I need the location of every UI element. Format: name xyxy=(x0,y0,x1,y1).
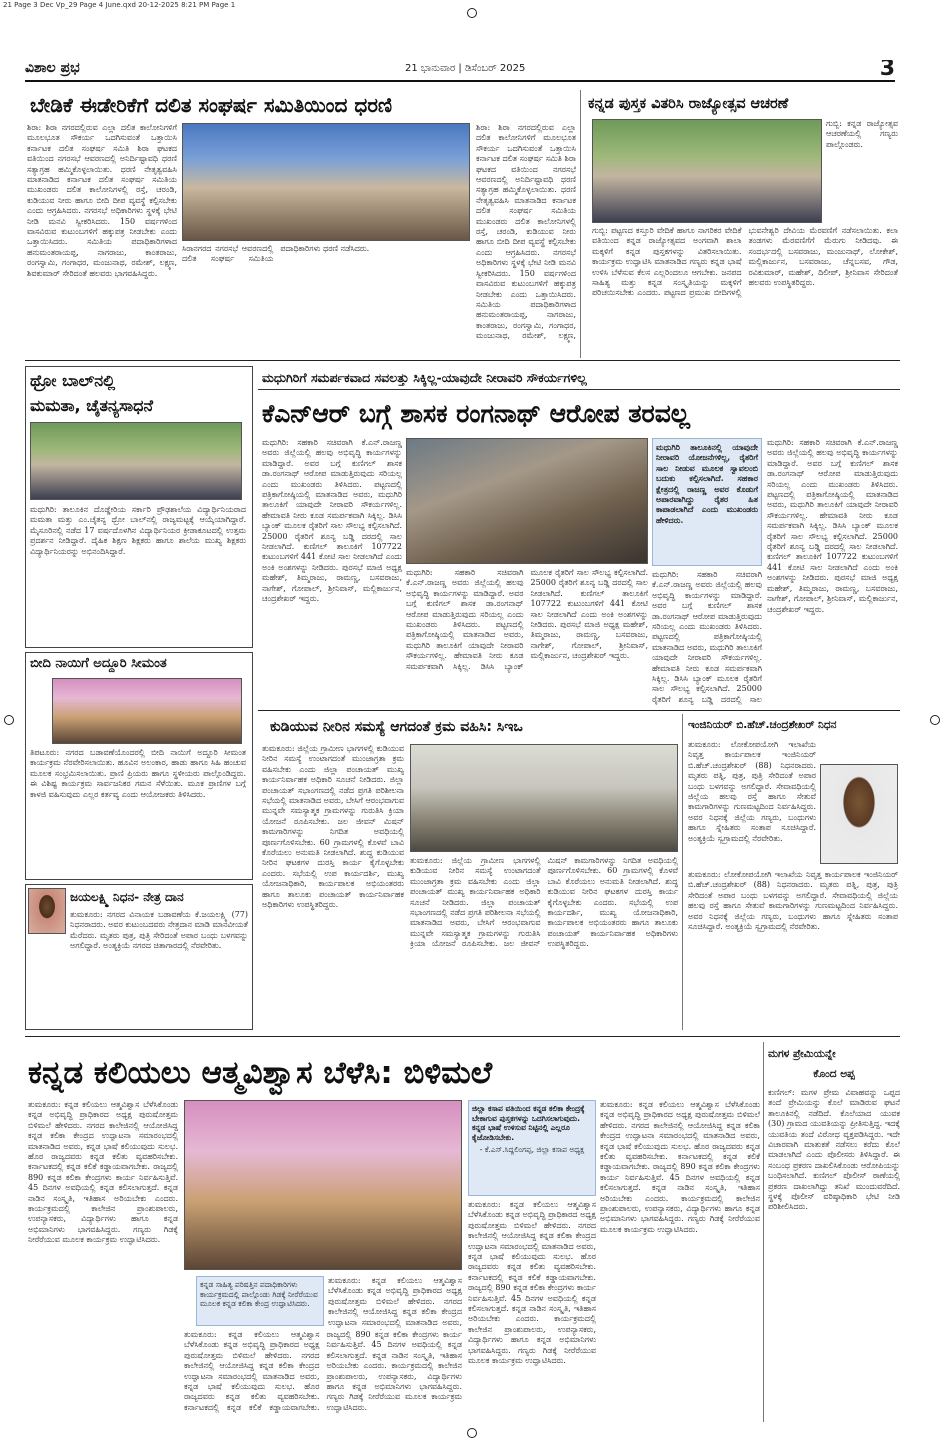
masthead xyxy=(25,60,895,82)
engineer-body: ತುಮಕೂರು: ಲೋಕೋಪಯೋಗಿ ಇಲಾಖೆಯ ನಿವೃತ್ತ ಕಾರ್ಯಪಾಲಕ ಇಂಜಿನಿಯರ್ ಬಿ.ಹೆಚ್.ಚಂದ್ರಶೇಖರ್ (88) ನಿಧನರಾದರು. ಮೃತರು ಪತ್ನಿ, ಪುತ್ರ, ಪುತ್ರಿ ಸೇರಿದಂತೆ ಅಪಾರ ಬಂಧು ಬಳಗವನ್ನು ಅಗಲಿದ್ದಾರೆ. ಸೇವಾವಧಿಯಲ್ಲಿ ಜಿಲ್ಲೆಯ ಹಲವು ರಸ್ತೆ ಹಾಗೂ ಸೇತುವೆ ಕಾಮಗಾರಿಗಳನ್ನು ಗುಣಮಟ್ಟದಿಂದ ನಿರ್ವಹಿಸಿದ್ದರು. ಅವರ ನಿಧನಕ್ಕೆ ಜಿಲ್ಲೆಯ ಗಣ್ಯರು, ಬಂಧುಗಳು ಹಾಗೂ ಸ್ನೇಹಿತರು ಸಂತಾಪ ಸೂಚಿಸಿದ್ದಾರೆ. ಅಂತ್ಯಕ್ರಿಯೆ ಸ್ವಗ್ರಾಮದಲ್ಲಿ ನೆರವೇರಿತು. xyxy=(688,870,898,932)
kannada-book-side: ಗುಬ್ಬಿ: ಕನ್ನಡ ರಾಜ್ಯೋತ್ಸವ ಆಚರಣೆಯಲ್ಲಿ ಗಣ್ಯರು ಪಾಲ್ಗೊಂಡರು. xyxy=(826,119,898,149)
engineer-photo xyxy=(820,764,898,864)
throwball-headline-1: ಥ್ರೋ ಬಾಲ್‌ನಲ್ಲಿ xyxy=(30,371,116,390)
magala-headline-1: ಮಗಳ ಪ್ರೇಮಿಯನ್ನೇ xyxy=(768,1048,836,1060)
kannada-learn-headline: ಕನ್ನಡ ಕಲಿಯಲು ಆತ್ಮವಿಶ್ವಾಸ ಬೆಳೆಸಿ: ಬಿಳಿಮಲೆ xyxy=(28,1055,493,1091)
registration-mark-bottom xyxy=(467,1428,477,1438)
kannada-book-body: ಗುಬ್ಬಿ: ಪಟ್ಟಣದ ಕಸ್ತೂರಿ ವೇದಿಕೆ ಹಾಗೂ ನಾಗರಿಕರ ವೇದಿಕೆ ವತಿಯಿಂದ ಕನ್ನಡ ರಾಜ್ಯೋತ್ಸವದ ಅಂಗವಾಗಿ ಶಾಲಾ ಮಕ್ಕಳಿಗೆ ಕನ್ನಡ ಪುಸ್ತಕಗಳನ್ನು ವಿತರಿಸಲಾಯಿತು. ಕಾರ್ಯಕ್ರಮ ಉದ್ಘಾಟಿಸಿ ಮಾತನಾಡಿದ ಗಣ್ಯರು ಕನ್ನಡ ಭಾಷೆ ಉಳಿಸಿ ಬೆಳೆಸುವ ಕೆಲಸ ಎಲ್ಲರಿಂದಲೂ ಆಗಬೇಕು. ಜನಪದ ಸಾಹಿತ್ಯ ಮತ್ತು ಕನ್ನಡ ಸಂಸ್ಕೃತಿಯನ್ನು ಮಕ್ಕಳಿಗೆ ಪರಿಚಯಿಸಬೇಕು ಎಂದರು. ಪಟ್ಟಣದ ಪ್ರಮುಖ ಬೀದಿಗಳಲ್ಲಿ ಭುವನೇಶ್ವರಿ ದೇವಿಯ ಮೆರವಣಿಗೆ ನಡೆಸಲಾಯಿತು. ಕಲಾ ತಂಡಗಳು ಮೆರವಣಿಗೆಗೆ ಮೆರುಗು ನೀಡಿದವು. ಈ ಸಂದರ್ಭದಲ್ಲಿ ಬಸವರಾಜು, ಮಂಜುನಾಥ್, ಲೋಕೇಶ್, ಮಲ್ಲಿಕಾರ್ಜುನ, ಬಸವರಾಜು, ಚೆನ್ನಬಸವ, ಗೌಡ, ರವಿಕುಮಾರ್, ಮಹೇಶ್, ದಿಲೀಪ್, ಶ್ರೀನಿವಾಸ ಸೇರಿದಂತೆ ಹಲವರು ಉಪಸ್ಥಿತರಿದ್ದರು. xyxy=(592,226,898,298)
jayalakshmi-body: ತುಮಕೂರು: ನಗರದ ವಿನಾಯಕ ಬಡಾವಣೆಯ ಕೆ.ಜಯಲಕ್ಷ್ಮಿ (77) ನಿಧನರಾದರು. ಅವರ ಕುಟುಂಬದವರು ನೇತ್ರದಾನ ಮಾಡಿ ಮಾನವೀಯತೆ ಮೆರೆದರು. ಮೃತರು ಪುತ್ರ, ಪುತ್ರಿ ಸೇರಿದಂತೆ ಅಪಾರ ಬಂಧು ಬಳಗವನ್ನು ಅಗಲಿದ್ದಾರೆ. ಅಂತ್ಯಕ್ರಿಯೆ ನಗರದ ಚಿತಾಗಾರದಲ್ಲಿ ನೆರವೇರಿತು. xyxy=(70,910,248,951)
water-photo xyxy=(410,744,678,852)
dalit-photo xyxy=(182,123,470,241)
knr-body-col1: ಮಧುಗಿರಿ: ಸಹಕಾರಿ ಸಚಿವರಾಗಿ ಕೆ.ಎನ್.ರಾಜಣ್ಣ ಅವರು ಜಿಲ್ಲೆಯಲ್ಲಿ ಹಲವು ಅಭಿವೃದ್ಧಿ ಕಾರ್ಯಗಳನ್ನು ಮಾಡಿದ್ದಾರೆ. ಅವರ ಬಗ್ಗೆ ಕುಣಿಗಲ್ ಶಾಸಕ ಡಾ.ರಂಗನಾಥ್ ಆರೋಪ ಮಾಡುತ್ತಿರುವುದು ಸರಿಯಲ್ಲ ಎಂದು ಮುಖಂಡರು ತಿಳಿಸಿದರು. ಪಟ್ಟಣದಲ್ಲಿ ಪತ್ರಿಕಾಗೋಷ್ಠಿಯಲ್ಲಿ ಮಾತನಾಡಿದ ಅವರು, ಮಧುಗಿರಿ ತಾಲೂಕಿಗೆ ಯಾವುದೇ ನೀರಾವರಿ ಸೌಕರ್ಯಗಳಿಲ್ಲ. ಹೇಮಾವತಿ ನೀರು ಕೂಡ ಸಮರ್ಪಕವಾಗಿ ಸಿಕ್ಕಿಲ್ಲ. ಡಿಸಿಸಿ ಬ್ಯಾಂಕ್ ಮೂಲಕ ರೈತರಿಗೆ ಸಾಲ ಸೌಲಭ್ಯ ಕಲ್ಪಿಸಲಾಗಿದೆ. 25000 ರೈತರಿಗೆ ಶೂನ್ಯ ಬಡ್ಡಿ ದರದಲ್ಲಿ ಸಾಲ ನೀಡಲಾಗಿದೆ. ಕುಣಿಗಲ್ ತಾಲೂಕಿಗೆ 107722 ಕುಟುಂಬಗಳಿಗೆ 441 ಕೋಟಿ ಸಾಲ ನೀಡಲಾಗಿದೆ ಎಂದು ಅಂಕಿ ಅಂಶಗಳನ್ನು ನೀಡಿದರು. ಪುರಸಭೆ ಮಾಜಿ ಅಧ್ಯಕ್ಷ ಮಹೇಶ್, ತಿಮ್ಮರಾಜು, ರಾಮಣ್ಣ, ಬಸವರಾಜು, ನಾಗೇಶ್, ಗೋಪಾಲ್, ಶ್ರೀನಿವಾಸ್, ಮಲ್ಲಿಕಾರ್ಜುನ, ಚಂದ್ರಶೇಖರ್ ಇದ್ದರು. xyxy=(262,438,402,604)
section-rule-1 xyxy=(25,360,900,361)
quote-attribution: - ಕೆ.ಎಸ್.ಸಿದ್ದಲಿಂಗಪ್ಪ, ಜಿಲ್ಲಾ ಕಸಾಪ ಅಧ್ಯಕ್ಷ xyxy=(479,1145,585,1154)
seemantha-body: ತಿಪಟೂರು: ನಗರದ ಬಡಾವಣೆಯೊಂದರಲ್ಲಿ ಬೀದಿ ನಾಯಿಗೆ ಅದ್ದೂರಿ ಸೀಮಂತ ಕಾರ್ಯಕ್ರಮ ನೆರವೇರಿಸಲಾಯಿತು. ಹೂವಿನ ಅಲಂಕಾರ, ಹಾಡು ಹಾಗೂ ಸಿಹಿ ಹಂಚುವ ಮೂಲಕ ಸಂಭ್ರಮಿಸಲಾಯಿತು. ಪ್ರಾಣಿ ಪ್ರಿಯರು ಹಾಗೂ ಸ್ಥಳೀಯರು ಪಾಲ್ಗೊಂಡಿದ್ದರು. ಈ ವಿಶಿಷ್ಟ ಕಾರ್ಯಕ್ರಮ ಸಾರ್ವಜನಿಕರ ಗಮನ ಸೆಳೆಯಿತು. ಮೂಕ ಪ್ರಾಣಿಗಳ ಬಗ್ಗೆ ಕಾಳಜಿ ವಹಿಸುವುದು ಎಲ್ಲರ ಕರ್ತವ್ಯ ಎಂದು ಆಯೋಜಕರು ತಿಳಿಸಿದರು. xyxy=(30,748,246,799)
knr-body-right-b: ಮಧುಗಿರಿ: ಸಹಕಾರಿ ಸಚಿವರಾಗಿ ಕೆ.ಎನ್.ರಾಜಣ್ಣ ಅವರು ಜಿಲ್ಲೆಯಲ್ಲಿ ಹಲವು ಅಭಿವೃದ್ಧಿ ಕಾರ್ಯಗಳನ್ನು ಮಾಡಿದ್ದಾರೆ. ಅವರ ಬಗ್ಗೆ ಕುಣಿಗಲ್ ಶಾಸಕ ಡಾ.ರಂಗನಾಥ್ ಆರೋಪ ಮಾಡುತ್ತಿರುವುದು ಸರಿಯಲ್ಲ ಎಂದು ಮುಖಂಡರು ತಿಳಿಸಿದರು. ಪಟ್ಟಣದಲ್ಲಿ ಪತ್ರಿಕಾಗೋಷ್ಠಿಯಲ್ಲಿ ಮಾತನಾಡಿದ ಅವರು, ಮಧುಗಿರಿ ತಾಲೂಕಿಗೆ ಯಾವುದೇ ನೀರಾವರಿ ಸೌಕರ್ಯಗಳಿಲ್ಲ. ಹೇಮಾವತಿ ನೀರು ಕೂಡ ಸಮರ್ಪಕವಾಗಿ ಸಿಕ್ಕಿಲ್ಲ. ಡಿಸಿಸಿ ಬ್ಯಾಂಕ್ ಮೂಲಕ ರೈತರಿಗೆ ಸಾಲ ಸೌಲಭ್ಯ ಕಲ್ಪಿಸಲಾಗಿದೆ. 25000 ರೈತರಿಗೆ ಶೂನ್ಯ ಬಡ್ಡಿ ದರದಲ್ಲಿ ಸಾಲ ನೀಡಲಾಗಿದೆ. ಕುಣಿಗಲ್ ತಾಲೂಕಿಗೆ 107722 ಕುಟುಂಬಗಳಿಗೆ 441 ಕೋಟಿ ಸಾಲ ನೀಡಲಾಗಿದೆ ಎಂದು ಅಂಕಿ ಅಂಶಗಳನ್ನು ನೀಡಿದರು. ಪುರಸಭೆ ಮಾಜಿ ಅಧ್ಯಕ್ಷ ಮಹೇಶ್, ತಿಮ್ಮರಾಜು, ರಾಮಣ್ಣ, ಬಸವರಾಜು, ನಾಗೇಶ್, ಗೋಪಾಲ್, ಶ್ರೀನಿವಾಸ್, ಮಲ್ಲಿಕಾರ್ಜುನ, ಚಂದ್ರಶೇಖರ್ ಇದ್ದರು. xyxy=(767,438,898,614)
quote-text: ಜಿಲ್ಲಾ ಕಸಾಪ ವತಿಯಿಂದ ಕನ್ನಡ ಕಲಿಕಾ ಕೇಂದ್ರಕ್ಕೆ ಬೇಕಾಗುವ ಪುಸ್ತಕಗಳನ್ನು ಒದಗಿಸಲಾಗುವುದು. ಕನ್ನಡ ಭಾಷೆ ಉಳಿಸುವ ನಿಟ್ಟಿನಲ್ಲಿ ಎಲ್ಲರೂ ಕೈಜೋಡಿಸಬೇಕು. xyxy=(472,1104,585,1142)
magala-body: ಕುಣಿಗಲ್: ಮಗಳ ಪ್ರೇಮ ವಿವಾಹವನ್ನು ಒಪ್ಪದ ತಂದೆ ಪ್ರೇಮಿಯನ್ನು ಕೊಲೆ ಮಾಡಿರುವ ಘಟನೆ ತಾಲೂಕಿನಲ್ಲಿ ನಡೆದಿದೆ. ಕೊಲೆಯಾದ ಯುವಕ (30) ಗ್ರಾಮದ ಯುವತಿಯನ್ನು ಪ್ರೀತಿಸುತ್ತಿದ್ದ. ಇದಕ್ಕೆ ಯುವತಿಯ ತಂದೆ ವಿರೋಧ ವ್ಯಕ್ತಪಡಿಸಿದ್ದರು. ಇದೇ ವಿಚಾರವಾಗಿ ಮಾತುಕತೆ ನಡೆಸಲು ಕರೆದು ಕೊಲೆ ಮಾಡಲಾಗಿದೆ ಎಂದು ಪೊಲೀಸರು ತಿಳಿಸಿದ್ದಾರೆ. ಈ ಸಂಬಂಧ ಪ್ರಕರಣ ದಾಖಲಿಸಿಕೊಂಡು ಆರೋಪಿಯನ್ನು ಬಂಧಿಸಲಾಗಿದೆ. ಕುಣಿಗಲ್ ಪೊಲೀಸ್ ಠಾಣೆಯಲ್ಲಿ ಪ್ರಕರಣ ದಾಖಲಾಗಿದ್ದು ತನಿಖೆ ಮುಂದುವರೆದಿದೆ. ಸ್ಥಳಕ್ಕೆ ಪೊಲೀಸ್ ವರಿಷ್ಠಾಧಿಕಾರಿ ಭೇಟಿ ನೀಡಿ ಪರಿಶೀಲಿಸಿದರು. xyxy=(768,1088,900,1212)
kannada-learn-col4: ತುಮಕೂರು: ಕನ್ನಡ ಕಲಿಯಲು ಆತ್ಮವಿಶ್ವಾಸ ಬೆಳೆಸಿಕೊಂಡು ಕನ್ನಡ ಅಭಿವೃದ್ಧಿ ಪ್ರಾಧಿಕಾರದ ಅಧ್ಯಕ್ಷ ಪುರುಷೋತ್ತಮ ಬಿಳಿಮಲೆ ಹೇಳಿದರು. ನಗರದ ಕಾಲೇಜಿನಲ್ಲಿ ಆಯೋಜಿಸಿದ್ದ ಕನ್ನಡ ಕಲಿಕಾ ಕೇಂದ್ರದ ಉದ್ಘಾಟನಾ ಸಮಾರಂಭದಲ್ಲಿ ಮಾತನಾಡಿದ ಅವರು, ಕನ್ನಡ ಭಾಷೆ ಕಲಿಯುವುದು ಸುಲಭ. ಹೊರ ರಾಜ್ಯದವರು ಕನ್ನಡ ಕಲಿತು ವ್ಯವಹರಿಸಬೇಕು. ಕರ್ನಾಟಕದಲ್ಲಿ ಕನ್ನಡ ಕಲಿಕೆ ಕಡ್ಡಾಯವಾಗಬೇಕು. ರಾಜ್ಯದಲ್ಲಿ 890 ಕನ್ನಡ ಕಲಿಕಾ ಕೇಂದ್ರಗಳು ಕಾರ್ಯ ನಿರ್ವಹಿಸುತ್ತಿವೆ. 45 ದಿನಗಳ ಅವಧಿಯಲ್ಲಿ ಕನ್ನಡ ಕಲಿಸಲಾಗುತ್ತದೆ. ಕನ್ನಡ ನಾಡಿನ ಸಂಸ್ಕೃತಿ, ಇತಿಹಾಸ ಅರಿಯಬೇಕು ಎಂದರು. ಕಾರ್ಯಕ್ರಮದಲ್ಲಿ ಕಾಲೇಜಿನ ಪ್ರಾಂಶುಪಾಲರು, ಉಪನ್ಯಾಸಕರು, ವಿದ್ಯಾರ್ಥಿಗಳು ಹಾಗೂ ಕನ್ನಡ ಅಭಿಮಾನಿಗಳು ಭಾಗವಹಿಸಿದ್ದರು. ಗಣ್ಯರು ಗಿಡಕ್ಕೆ ನೀರೆರೆಯುವ ಮೂಲಕ ಕಾರ್ಯಕ್ರಮ ಉದ್ಘಾಟಿಸಿದರು. xyxy=(600,1100,760,1234)
column-rule-3 xyxy=(763,1042,764,1422)
dalit-headline: ಬೇಡಿಕೆ ಈಡೇರಿಕೆಗೆ ದಲಿತ ಸಂಘರ್ಷ ಸಮಿತಿಯಿಂದ ಧರಣಿ xyxy=(30,93,393,117)
throwball-headline-2: ಮಮತಾ, ಚೈತನ್ಯಸಾಧನೆ xyxy=(30,396,154,415)
paper-name: ವಿಶಾಲ ಪ್ರಭ xyxy=(25,60,80,76)
water-body-bottom: ತುಮಕೂರು: ಜಿಲ್ಲೆಯ ಗ್ರಾಮೀಣ ಭಾಗಗಳಲ್ಲಿ ಕುಡಿಯುವ ನೀರಿನ ಸಮಸ್ಯೆ ಉಂಟಾಗದಂತೆ ಮುಂಜಾಗ್ರತಾ ಕ್ರಮ ವಹಿಸಬೇಕು ಎಂದು ಜಿಲ್ಲಾ ಪಂಚಾಯತ್ ಮುಖ್ಯ ಕಾರ್ಯನಿರ್ವಾಹಕ ಅಧಿಕಾರಿ ಸೂಚನೆ ನೀಡಿದರು. ಜಿಲ್ಲಾ ಪಂಚಾಯತ್ ಸಭಾಂಗಣದಲ್ಲಿ ನಡೆದ ಪ್ರಗತಿ ಪರಿಶೀಲನಾ ಸಭೆಯಲ್ಲಿ ಮಾತನಾಡಿದ ಅವರು, ಬೇಸಿಗೆ ಆರಂಭವಾಗುವ ಮುನ್ನವೇ ಸಮಸ್ಯಾತ್ಮಕ ಗ್ರಾಮಗಳನ್ನು ಗುರುತಿಸಿ ಕ್ರಿಯಾ ಯೋಜನೆ ರೂಪಿಸಬೇಕು. ಜಲ ಜೀವನ್ ಮಿಷನ್ ಕಾಮಗಾರಿಗಳನ್ನು ನಿಗದಿತ ಅವಧಿಯಲ್ಲಿ ಪೂರ್ಣಗೊಳಿಸಬೇಕು. 60 ಗ್ರಾಮಗಳಲ್ಲಿ ಕೊಳವೆ ಬಾವಿ ಕೊರೆಯಲು ಅನುಮತಿ ನೀಡಲಾಗಿದೆ. ಶುದ್ಧ ಕುಡಿಯುವ ನೀರಿನ ಘಟಕಗಳ ದುರಸ್ತಿ ಕಾರ್ಯ ಕೈಗೊಳ್ಳಬೇಕು ಎಂದರು. ಸಭೆಯಲ್ಲಿ ಉಪ ಕಾರ್ಯದರ್ಶಿ, ಮುಖ್ಯ ಯೋಜನಾಧಿಕಾರಿ, ಕಾರ್ಯಪಾಲಕ ಅಭಿಯಂತರರು ಹಾಗೂ ತಾಲೂಕು ಪಂಚಾಯತ್ ಕಾರ್ಯನಿರ್ವಾಹಕ ಅಧಿಕಾರಿಗಳು ಉಪಸ್ಥಿತರಿದ್ದರು. xyxy=(410,856,678,949)
dalit-body-right: ಶಿರಾ: ಶಿರಾ ನಗರದಲ್ಲಿರುವ ಎಲ್ಲಾ ದಲಿತ ಕಾಲೋನಿಗಳಿಗೆ ಮೂಲಭೂತ ಸೌಕರ್ಯ ಒದಗಿಸುವಂತೆ ಒತ್ತಾಯಿಸಿ ಕರ್ನಾಟಕ ದಲಿತ ಸಂಘರ್ಷ ಸಮಿತಿ ಶಿರಾ ಘಟಕದ ವತಿಯಿಂದ ನಗರಸಭೆ ಆವರಣದಲ್ಲಿ ಅನಿರ್ದಿಷ್ಟಾವಧಿ ಧರಣಿ ಸತ್ಯಾಗ್ರಹ ಹಮ್ಮಿಕೊಳ್ಳಲಾಯಿತು. ಧರಣಿ ನೇತೃತ್ವವಹಿಸಿ ಮಾತನಾಡಿದ ಕರ್ನಾಟಕ ದಲಿತ ಸಂಘರ್ಷ ಸಮಿತಿಯ ಮುಖಂಡರು ದಲಿತ ಕಾಲೋನಿಗಳಲ್ಲಿ ರಸ್ತೆ, ಚರಂಡಿ, ಕುಡಿಯುವ ನೀರು ಹಾಗೂ ಬೀದಿ ದೀಪ ವ್ಯವಸ್ಥೆ ಕಲ್ಪಿಸಬೇಕು ಎಂದು ಆಗ್ರಹಿಸಿದರು. ನಗರಸಭೆ ಅಧಿಕಾರಿಗಳು ಸ್ಥಳಕ್ಕೆ ಭೇಟಿ ನೀಡಿ ಮನವಿ ಸ್ವೀಕರಿಸಿದರು. 150 ವರ್ಷಗಳಿಂದ ವಾಸವಿರುವ ಕುಟುಂಬಗಳಿಗೆ ಹಕ್ಕುಪತ್ರ ನೀಡಬೇಕು ಎಂದು ಒತ್ತಾಯಿಸಿದರು. ಸಮಿತಿಯ ಪದಾಧಿಕಾರಿಗಳಾದ ಹನುಮಂತರಾಯಪ್ಪ, ನಾಗರಾಜು, ಕಾಂತರಾಜು, ರಂಗಸ್ವಾಮಿ, ಗಂಗಾಧರ, ಮಂಜುನಾಥ, ರಮೇಶ್, ಲಕ್ಷ್ಮಣ, xyxy=(476,123,576,341)
kannada-learn-col1: ತುಮಕೂರು: ಕನ್ನಡ ಕಲಿಯಲು ಆತ್ಮವಿಶ್ವಾಸ ಬೆಳೆಸಿಕೊಂಡು ಕನ್ನಡ ಅಭಿವೃದ್ಧಿ ಪ್ರಾಧಿಕಾರದ ಅಧ್ಯಕ್ಷ ಪುರುಷೋತ್ತಮ ಬಿಳಿಮಲೆ ಹೇಳಿದರು. ನಗರದ ಕಾಲೇಜಿನಲ್ಲಿ ಆಯೋಜಿಸಿದ್ದ ಕನ್ನಡ ಕಲಿಕಾ ಕೇಂದ್ರದ ಉದ್ಘಾಟನಾ ಸಮಾರಂಭದಲ್ಲಿ ಮಾತನಾಡಿದ ಅವರು, ಕನ್ನಡ ಭಾಷೆ ಕಲಿಯುವುದು ಸುಲಭ. ಹೊರ ರಾಜ್ಯದವರು ಕನ್ನಡ ಕಲಿತು ವ್ಯವಹರಿಸಬೇಕು. ಕರ್ನಾಟಕದಲ್ಲಿ ಕನ್ನಡ ಕಲಿಕೆ ಕಡ್ಡಾಯವಾಗಬೇಕು. ರಾಜ್ಯದಲ್ಲಿ 890 ಕನ್ನಡ ಕಲಿಕಾ ಕೇಂದ್ರಗಳು ಕಾರ್ಯ ನಿರ್ವಹಿಸುತ್ತಿವೆ. 45 ದಿನಗಳ ಅವಧಿಯಲ್ಲಿ ಕನ್ನಡ ಕಲಿಸಲಾಗುತ್ತದೆ. ಕನ್ನಡ ನಾಡಿನ ಸಂಸ್ಕೃತಿ, ಇತಿಹಾಸ ಅರಿಯಬೇಕು ಎಂದರು. ಕಾರ್ಯಕ್ರಮದಲ್ಲಿ ಕಾಲೇಜಿನ ಪ್ರಾಂಶುಪಾಲರು, ಉಪನ್ಯಾಸಕರು, ವಿದ್ಯಾರ್ಥಿಗಳು ಹಾಗೂ ಕನ್ನಡ ಅಭಿಮಾನಿಗಳು ಭಾಗವಹಿಸಿದ್ದರು. ಗಣ್ಯರು ಗಿಡಕ್ಕೆ ನೀರೆರೆಯುವ ಮೂಲಕ ಕಾರ್ಯಕ್ರಮ ಉದ್ಘಾಟಿಸಿದರು. xyxy=(28,1100,178,1245)
section-rule-2 xyxy=(258,710,900,711)
knr-headline: ಕೆಎನ್‌ಆರ್ ಬಗ್ಗೆ ಶಾಸಕ ರಂಗನಾಥ್ ಆರೋಪ ತರವಲ್ಲ xyxy=(262,399,690,428)
water-body-col1: ತುಮಕೂರು: ಜಿಲ್ಲೆಯ ಗ್ರಾಮೀಣ ಭಾಗಗಳಲ್ಲಿ ಕುಡಿಯುವ ನೀರಿನ ಸಮಸ್ಯೆ ಉಂಟಾಗದಂತೆ ಮುಂಜಾಗ್ರತಾ ಕ್ರಮ ವಹಿಸಬೇಕು ಎಂದು ಜಿಲ್ಲಾ ಪಂಚಾಯತ್ ಮುಖ್ಯ ಕಾರ್ಯನಿರ್ವಾಹಕ ಅಧಿಕಾರಿ ಸೂಚನೆ ನೀಡಿದರು. ಜಿಲ್ಲಾ ಪಂಚಾಯತ್ ಸಭಾಂಗಣದಲ್ಲಿ ನಡೆದ ಪ್ರಗತಿ ಪರಿಶೀಲನಾ ಸಭೆಯಲ್ಲಿ ಮಾತನಾಡಿದ ಅವರು, ಬೇಸಿಗೆ ಆರಂಭವಾಗುವ ಮುನ್ನವೇ ಸಮಸ್ಯಾತ್ಮಕ ಗ್ರಾಮಗಳನ್ನು ಗುರುತಿಸಿ ಕ್ರಿಯಾ ಯೋಜನೆ ರೂಪಿಸಬೇಕು. ಜಲ ಜೀವನ್ ಮಿಷನ್ ಕಾಮಗಾರಿಗಳನ್ನು ನಿಗದಿತ ಅವಧಿಯಲ್ಲಿ ಪೂರ್ಣಗೊಳಿಸಬೇಕು. 60 ಗ್ರಾಮಗಳಲ್ಲಿ ಕೊಳವೆ ಬಾವಿ ಕೊರೆಯಲು ಅನುಮತಿ ನೀಡಲಾಗಿದೆ. ಶುದ್ಧ ಕುಡಿಯುವ ನೀರಿನ ಘಟಕಗಳ ದುರಸ್ತಿ ಕಾರ್ಯ ಕೈಗೊಳ್ಳಬೇಕು ಎಂದರು. ಸಭೆಯಲ್ಲಿ ಉಪ ಕಾರ್ಯದರ್ಶಿ, ಮುಖ್ಯ ಯೋಜನಾಧಿಕಾರಿ, ಕಾರ್ಯಪಾಲಕ ಅಭಿಯಂತರರು ಹಾಗೂ ತಾಲೂಕು ಪಂಚಾಯತ್ ಕಾರ್ಯನಿರ್ವಾಹಕ ಅಧಿಕಾರಿಗಳು ಉಪಸ್ಥಿತರಿದ್ದರು. xyxy=(262,744,404,910)
kannada-book-photo xyxy=(592,119,822,223)
knr-photo xyxy=(406,438,648,564)
water-headline: ಕುಡಿಯುವ ನೀರಿನ ಸಮಸ್ಯೆ ಆಗದಂತೆ ಕ್ರಮ ವಹಿಸಿ: ಸಿಇಒ xyxy=(270,719,523,735)
jayalakshmi-photo xyxy=(28,888,66,934)
column-rule-2 xyxy=(682,714,683,1030)
page-number: 3 xyxy=(879,60,895,81)
print-slug: 21 Page 3 Dec Vp_29 Page 4 June.qxd 20-12-2025 8:21 PM Page 1 xyxy=(3,1,236,9)
column-rule xyxy=(580,90,581,358)
knr-body-right-a: ಮಧುಗಿರಿ: ಸಹಕಾರಿ ಸಚಿವರಾಗಿ ಕೆ.ಎನ್.ರಾಜಣ್ಣ ಅವರು ಜಿಲ್ಲೆಯಲ್ಲಿ ಹಲವು ಅಭಿವೃದ್ಧಿ ಕಾರ್ಯಗಳನ್ನು ಮಾಡಿದ್ದಾರೆ. ಅವರ ಬಗ್ಗೆ ಕುಣಿಗಲ್ ಶಾಸಕ ಡಾ.ರಂಗನಾಥ್ ಆರೋಪ ಮಾಡುತ್ತಿರುವುದು ಸರಿಯಲ್ಲ ಎಂದು ಮುಖಂಡರು ತಿಳಿಸಿದರು. ಪಟ್ಟಣದಲ್ಲಿ ಪತ್ರಿಕಾಗೋಷ್ಠಿಯಲ್ಲಿ ಮಾತನಾಡಿದ ಅವರು, ಮಧುಗಿರಿ ತಾಲೂಕಿಗೆ ಯಾವುದೇ ನೀರಾವರಿ ಸೌಕರ್ಯಗಳಿಲ್ಲ. ಹೇಮಾವತಿ ನೀರು ಕೂಡ ಸಮರ್ಪಕವಾಗಿ ಸಿಕ್ಕಿಲ್ಲ. ಡಿಸಿಸಿ ಬ್ಯಾಂಕ್ ಮೂಲಕ ರೈತರಿಗೆ ಸಾಲ ಸೌಲಭ್ಯ ಕಲ್ಪಿಸಲಾಗಿದೆ. 25000 ರೈತರಿಗೆ ಶೂನ್ಯ ಬಡ್ಡಿ ದರದಲ್ಲಿ ಸಾಲ xyxy=(652,570,762,704)
date-line: 21 ಭಾನುವಾರ | ಡಿಸೆಂಬರ್ 2025 xyxy=(405,63,526,74)
kannada-learn-body-mid2: ತುಮಕೂರು: ಕನ್ನಡ ಕಲಿಯಲು ಆತ್ಮವಿಶ್ವಾಸ ಬೆಳೆಸಿಕೊಂಡು ಕನ್ನಡ ಅಭಿವೃದ್ಧಿ ಪ್ರಾಧಿಕಾರದ ಅಧ್ಯಕ್ಷ ಪುರುಷೋತ್ತಮ ಬಿಳಿಮಲೆ ಹೇಳಿದರು. ನಗರದ ಕಾಲೇಜಿನಲ್ಲಿ ಆಯೋಜಿಸಿದ್ದ ಕನ್ನಡ ಕಲಿಕಾ ಕೇಂದ್ರದ ಉದ್ಘಾಟನಾ ಸಮಾರಂಭದಲ್ಲಿ ಮಾತನಾಡಿದ ಅವರು, xyxy=(328,1276,462,1327)
knr-pullquote: ಮಧುಗಿರಿ ತಾಲೂಕಿನಲ್ಲಿ ಯಾವುದೇ ನೀರಾವರಿ ಯೋಜನೆಗಳಿಲ್ಲ, ರೈತರಿಗೆ ಸಾಲ ನೀಡುವ ಮೂಲಕ ಸ್ವಾವಲಂಬಿ ಬದುಕು ಕಲ್ಪಿಸಲಾಗಿದೆ. ಸಹಕಾರ ಕ್ಷೇತ್ರದಲ್ಲಿ ರಾಜಣ್ಣ ಅವರ ಕೊಡುಗೆ ಅಪಾರವಾಗಿದ್ದು ರೈತರ ಹಿತ ಕಾಪಾಡಲಾಗಿದೆ ಎಂದು ಮುಖಂಡರು ಹೇಳಿದರು. xyxy=(652,438,762,566)
engineer-headline: ಇಂಜಿನಿಯರ್ ಬಿ.ಹೆಚ್.ಚಂದ್ರಶೇಖರ್ ನಿಧನ xyxy=(688,719,837,731)
engineer-body-side: ತುಮಕೂರು: ಲೋಕೋಪಯೋಗಿ ಇಲಾಖೆಯ ನಿವೃತ್ತ ಕಾರ್ಯಪಾಲಕ ಇಂಜಿನಿಯರ್ ಬಿ.ಹೆಚ್.ಚಂದ್ರಶೇಖರ್ (88) ನಿಧನರಾದರು. ಮೃತರು ಪತ್ನಿ, ಪುತ್ರ, ಪುತ್ರಿ ಸೇರಿದಂತೆ ಅಪಾರ ಬಂಧು ಬಳಗವನ್ನು ಅಗಲಿದ್ದಾರೆ. ಸೇವಾವಧಿಯಲ್ಲಿ ಜಿಲ್ಲೆಯ ಹಲವು ರಸ್ತೆ ಹಾಗೂ ಸೇತುವೆ ಕಾಮಗಾರಿಗಳನ್ನು ಗುಣಮಟ್ಟದಿಂದ ನಿರ್ವಹಿಸಿದ್ದರು. ಅವರ ನಿಧನಕ್ಕೆ ಜಿಲ್ಲೆಯ ಗಣ್ಯರು, ಬಂಧುಗಳು ಹಾಗೂ ಸ್ನೇಹಿತರು ಸಂತಾಪ ಸೂಚಿಸಿದ್ದಾರೆ. ಅಂತ್ಯಕ್ರಿಯೆ ಸ್ವಗ್ರಾಮದಲ್ಲಿ ನೆರವೇರಿತು. xyxy=(688,740,816,843)
section-rule-3 xyxy=(25,1036,900,1037)
kannada-learn-photo xyxy=(184,1100,462,1270)
magala-headline-2: ಕೊಂದ ಅಪ್ಪ xyxy=(813,1068,855,1080)
kannada-book-headline: ಕನ್ನಡ ಪುಸ್ತಕ ವಿತರಿಸಿ ರಾಜ್ಯೋತ್ಸವ ಆಚರಣೆ xyxy=(588,96,789,112)
throwball-body: ಮಧುಗಿರಿ: ತಾಲೂಕಿನ ದೊಡ್ಡೇರಿಯ ಸರ್ಕಾರಿ ಪ್ರೌಢಶಾಲೆಯ ವಿದ್ಯಾರ್ಥಿನಿಯರಾದ ಮಮತಾ ಮತ್ತು ಎಂ.ಚೈತನ್ಯ ಥ್ರೋ ಬಾಲ್‌ನಲ್ಲಿ ರಾಜ್ಯಮಟ್ಟಕ್ಕೆ ಆಯ್ಕೆಯಾಗಿದ್ದಾರೆ. ಮೈಸೂರಿನಲ್ಲಿ ನಡೆದ 17 ವರ್ಷದೊಳಗಿನ ವಿದ್ಯಾರ್ಥಿನಿಯರ ಕ್ರೀಡಾಕೂಟದಲ್ಲಿ ಉತ್ತಮ ಪ್ರದರ್ಶನ ನೀಡಿದ್ದಾರೆ. ದೈಹಿಕ ಶಿಕ್ಷಣ ಶಿಕ್ಷಕರು ಹಾಗೂ ಶಾಲೆಯ ಮುಖ್ಯ ಶಿಕ್ಷಕರು ವಿದ್ಯಾರ್ಥಿನಿಯರನ್ನು ಅಭಿನಂದಿಸಿದ್ದಾರೆ. xyxy=(30,505,246,556)
registration-mark-top xyxy=(467,8,477,18)
kannada-learn-body-mid: ತುಮಕೂರು: ಕನ್ನಡ ಕಲಿಯಲು ಆತ್ಮವಿಶ್ವಾಸ ಬೆಳೆಸಿಕೊಂಡು ಕನ್ನಡ ಅಭಿವೃದ್ಧಿ ಪ್ರಾಧಿಕಾರದ ಅಧ್ಯಕ್ಷ ಪುರುಷೋತ್ತಮ ಬಿಳಿಮಲೆ ಹೇಳಿದರು. ನಗರದ ಕಾಲೇಜಿನಲ್ಲಿ ಆಯೋಜಿಸಿದ್ದ ಕನ್ನಡ ಕಲಿಕಾ ಕೇಂದ್ರದ ಉದ್ಘಾಟನಾ ಸಮಾರಂಭದಲ್ಲಿ ಮಾತನಾಡಿದ ಅವರು, ಕನ್ನಡ ಭಾಷೆ ಕಲಿಯುವುದು ಸುಲಭ. ಹೊರ ರಾಜ್ಯದವರು ಕನ್ನಡ ಕಲಿತು ವ್ಯವಹರಿಸಬೇಕು. ಕರ್ನಾಟಕದಲ್ಲಿ ಕನ್ನಡ ಕಲಿಕೆ ಕಡ್ಡಾಯವಾಗಬೇಕು. ರಾಜ್ಯದಲ್ಲಿ 890 ಕನ್ನಡ ಕಲಿಕಾ ಕೇಂದ್ರಗಳು ಕಾರ್ಯ ನಿರ್ವಹಿಸುತ್ತಿವೆ. 45 ದಿನಗಳ ಅವಧಿಯಲ್ಲಿ ಕನ್ನಡ ಕಲಿಸಲಾಗುತ್ತದೆ. ಕನ್ನಡ ನಾಡಿನ ಸಂಸ್ಕೃತಿ, ಇತಿಹಾಸ ಅರಿಯಬೇಕು ಎಂದರು. ಕಾರ್ಯಕ್ರಮದಲ್ಲಿ ಕಾಲೇಜಿನ ಪ್ರಾಂಶುಪಾಲರು, ಉಪನ್ಯಾಸಕರು, ವಿದ್ಯಾರ್ಥಿಗಳು ಹಾಗೂ ಕನ್ನಡ ಅಭಿಮಾನಿಗಳು ಭಾಗವಹಿಸಿದ್ದರು. ಗಣ್ಯರು ಗಿಡಕ್ಕೆ ನೀರೆರೆಯುವ ಮೂಲಕ ಕಾರ್ಯಕ್ರಮ ಉದ್ಘಾಟಿಸಿದರು. xyxy=(184,1330,462,1412)
knr-kicker: ಮಧುಗಿರಿಗೆ ಸಮರ್ಪಕವಾದ ಸವಲತ್ತು ಸಿಕ್ಕಿಲ್ಲ-ಯಾವುದೇ ನೀರಾವರಿ ಸೌಕರ್ಯಗಳಿಲ್ಲ xyxy=(262,370,587,385)
dalit-body-col1: ಶಿರಾ: ಶಿರಾ ನಗರದಲ್ಲಿರುವ ಎಲ್ಲಾ ದಲಿತ ಕಾಲೋನಿಗಳಿಗೆ ಮೂಲಭೂತ ಸೌಕರ್ಯ ಒದಗಿಸುವಂತೆ ಒತ್ತಾಯಿಸಿ ಕರ್ನಾಟಕ ದಲಿತ ಸಂಘರ್ಷ ಸಮಿತಿ ಶಿರಾ ಘಟಕದ ವತಿಯಿಂದ ನಗರಸಭೆ ಆವರಣದಲ್ಲಿ ಅನಿರ್ದಿಷ್ಟಾವಧಿ ಧರಣಿ ಸತ್ಯಾಗ್ರಹ ಹಮ್ಮಿಕೊಳ್ಳಲಾಯಿತು. ಧರಣಿ ನೇತೃತ್ವವಹಿಸಿ ಮಾತನಾಡಿದ ಕರ್ನಾಟಕ ದಲಿತ ಸಂಘರ್ಷ ಸಮಿತಿಯ ಮುಖಂಡರು ದಲಿತ ಕಾಲೋನಿಗಳಲ್ಲಿ ರಸ್ತೆ, ಚರಂಡಿ, ಕುಡಿಯುವ ನೀರು ಹಾಗೂ ಬೀದಿ ದೀಪ ವ್ಯವಸ್ಥೆ ಕಲ್ಪಿಸಬೇಕು ಎಂದು ಆಗ್ರಹಿಸಿದರು. ನಗರಸಭೆ ಅಧಿಕಾರಿಗಳು ಸ್ಥಳಕ್ಕೆ ಭೇಟಿ ನೀಡಿ ಮನವಿ ಸ್ವೀಕರಿಸಿದರು. 150 ವರ್ಷಗಳಿಂದ ವಾಸವಿರುವ ಕುಟುಂಬಗಳಿಗೆ ಹಕ್ಕುಪತ್ರ ನೀಡಬೇಕು ಎಂದು ಒತ್ತಾಯಿಸಿದರು. ಸಮಿತಿಯ ಪದಾಧಿಕಾರಿಗಳಾದ ಹನುಮಂತರಾಯಪ್ಪ, ನಾಗರಾಜು, ಕಾಂತರಾಜು, ರಂಗಸ್ವಾಮಿ, ಗಂಗಾಧರ, ಮಂಜುನಾಥ, ರಮೇಶ್, ಲಕ್ಷ್ಮಣ, ಶಿವಕುಮಾರ್ ಸೇರಿದಂತೆ ಹಲವರು ಭಾಗವಹಿಸಿದ್ದರು. xyxy=(27,123,177,278)
seemantha-headline: ಬೀದಿ ನಾಯಿಗೆ ಅದ್ದೂರಿ ಸೀಮಂತ xyxy=(30,656,167,671)
dalit-caption: ಸಿರಾನಗರದ ನಗರಸಭೆ ಆವರಣದಲ್ಲಿ ದಲಿತ ಸಂಘರ್ಷ ಸಮಿತಿಯ ಪದಾಧಿಕಾರಿಗಳು ಧರಣಿ ನಡೆಸಿದರು. xyxy=(182,244,370,264)
seemantha-photo xyxy=(52,678,242,744)
throwball-photo xyxy=(30,422,242,500)
kannada-learn-caption: ಕನ್ನಡ ಸಾಹಿತ್ಯ ಪರಿಷತ್ತಿನ ಪದಾಧಿಕಾರಿಗಳು ಕಾರ್ಯಕ್ರಮದಲ್ಲಿ ಪಾಲ್ಗೊಂಡು ಗಿಡಕ್ಕೆ ನೀರೆರೆಯುವ ಮೂಲಕ ಕನ್ನಡ ಕಲಿಕಾ ಕೇಂದ್ರ ಉದ್ಘಾಟಿಸಿದರು. xyxy=(196,1276,324,1326)
knr-body-mid: ಮಧುಗಿರಿ: ಸಹಕಾರಿ ಸಚಿವರಾಗಿ ಕೆ.ಎನ್.ರಾಜಣ್ಣ ಅವರು ಜಿಲ್ಲೆಯಲ್ಲಿ ಹಲವು ಅಭಿವೃದ್ಧಿ ಕಾರ್ಯಗಳನ್ನು ಮಾಡಿದ್ದಾರೆ. ಅವರ ಬಗ್ಗೆ ಕುಣಿಗಲ್ ಶಾಸಕ ಡಾ.ರಂಗನಾಥ್ ಆರೋಪ ಮಾಡುತ್ತಿರುವುದು ಸರಿಯಲ್ಲ ಎಂದು ಮುಖಂಡರು ತಿಳಿಸಿದರು. ಪಟ್ಟಣದಲ್ಲಿ ಪತ್ರಿಕಾಗೋಷ್ಠಿಯಲ್ಲಿ ಮಾತನಾಡಿದ ಅವರು, ಮಧುಗಿರಿ ತಾಲೂಕಿಗೆ ಯಾವುದೇ ನೀರಾವರಿ ಸೌಕರ್ಯಗಳಿಲ್ಲ. ಹೇಮಾವತಿ ನೀರು ಕೂಡ ಸಮರ್ಪಕವಾಗಿ ಸಿಕ್ಕಿಲ್ಲ. ಡಿಸಿಸಿ ಬ್ಯಾಂಕ್ ಮೂಲಕ ರೈತರಿಗೆ ಸಾಲ ಸೌಲಭ್ಯ ಕಲ್ಪಿಸಲಾಗಿದೆ. 25000 ರೈತರಿಗೆ ಶೂನ್ಯ ಬಡ್ಡಿ ದರದಲ್ಲಿ ಸಾಲ ನೀಡಲಾಗಿದೆ. ಕುಣಿಗಲ್ ತಾಲೂಕಿಗೆ 107722 ಕುಟುಂಬಗಳಿಗೆ 441 ಕೋಟಿ ಸಾಲ ನೀಡಲಾಗಿದೆ ಎಂದು ಅಂಕಿ ಅಂಶಗಳನ್ನು ನೀಡಿದರು. ಪುರಸಭೆ ಮಾಜಿ ಅಧ್ಯಕ್ಷ ಮಹೇಶ್, ತಿಮ್ಮರಾಜು, ರಾಮಣ್ಣ, ಬಸವರಾಜು, ನಾಗೇಶ್, ಗೋಪಾಲ್, ಶ್ರೀನಿವಾಸ್, ಮಲ್ಲಿಕಾರ್ಜುನ, ಚಂದ್ರಶೇಖರ್ ಇದ್ದರು. xyxy=(406,568,648,671)
registration-mark-right xyxy=(930,715,940,725)
kannada-learn-col3: ತುಮಕೂರು: ಕನ್ನಡ ಕಲಿಯಲು ಆತ್ಮವಿಶ್ವಾಸ ಬೆಳೆಸಿಕೊಂಡು ಕನ್ನಡ ಅಭಿವೃದ್ಧಿ ಪ್ರಾಧಿಕಾರದ ಅಧ್ಯಕ್ಷ ಪುರುಷೋತ್ತಮ ಬಿಳಿಮಲೆ ಹೇಳಿದರು. ನಗರದ ಕಾಲೇಜಿನಲ್ಲಿ ಆಯೋಜಿಸಿದ್ದ ಕನ್ನಡ ಕಲಿಕಾ ಕೇಂದ್ರದ ಉದ್ಘಾಟನಾ ಸಮಾರಂಭದಲ್ಲಿ ಮಾತನಾಡಿದ ಅವರು, ಕನ್ನಡ ಭಾಷೆ ಕಲಿಯುವುದು ಸುಲಭ. ಹೊರ ರಾಜ್ಯದವರು ಕನ್ನಡ ಕಲಿತು ವ್ಯವಹರಿಸಬೇಕು. ಕರ್ನಾಟಕದಲ್ಲಿ ಕನ್ನಡ ಕಲಿಕೆ ಕಡ್ಡಾಯವಾಗಬೇಕು. ರಾಜ್ಯದಲ್ಲಿ 890 ಕನ್ನಡ ಕಲಿಕಾ ಕೇಂದ್ರಗಳು ಕಾರ್ಯ ನಿರ್ವಹಿಸುತ್ತಿವೆ. 45 ದಿನಗಳ ಅವಧಿಯಲ್ಲಿ ಕನ್ನಡ ಕಲಿಸಲಾಗುತ್ತದೆ. ಕನ್ನಡ ನಾಡಿನ ಸಂಸ್ಕೃತಿ, ಇತಿಹಾಸ ಅರಿಯಬೇಕು ಎಂದರು. ಕಾರ್ಯಕ್ರಮದಲ್ಲಿ ಕಾಲೇಜಿನ ಪ್ರಾಂಶುಪಾಲರು, ಉಪನ್ಯಾಸಕರು, ವಿದ್ಯಾರ್ಥಿಗಳು ಹಾಗೂ ಕನ್ನಡ ಅಭಿಮಾನಿಗಳು ಭಾಗವಹಿಸಿದ್ದರು. ಗಣ್ಯರು ಗಿಡಕ್ಕೆ ನೀರೆರೆಯುವ ಮೂಲಕ ಕಾರ್ಯಕ್ರಮ ಉದ್ಘಾಟಿಸಿದರು. xyxy=(468,1200,596,1366)
registration-mark-left xyxy=(4,715,14,725)
jayalakshmi-headline: ಜಯಲಕ್ಷ್ಮಿ ನಿಧನ- ನೇತ್ರ ದಾನ xyxy=(70,890,184,904)
kannada-learn-quote-box xyxy=(468,1100,596,1196)
